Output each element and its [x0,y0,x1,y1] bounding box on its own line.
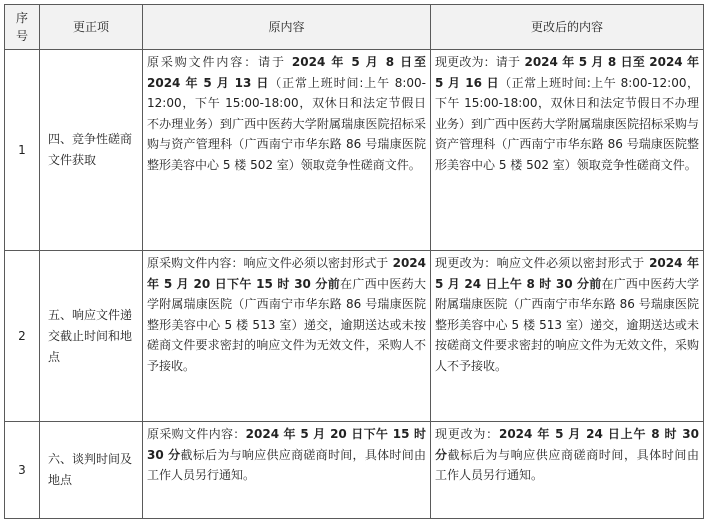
original-bold-date: 2024 年 5 月 20 日下午 15 时 30 分前 [147,256,426,291]
row-item: 六、谈判时间及地点 [40,422,143,519]
original-suffix: （正常上班时间:上午 8:00-12:00，下午 15:00-18:00，双休日和法定节假日不办理业务）到广西中医药大学附属瑞康医院招标采购与资产管理科（广西南宁市华东路 86 号瑞康医院整形美容中心 5 楼 502 室）领取竞争性磋商文件。 [147,75,426,172]
table-row [5,251,704,422]
row-index: 1 [5,50,40,251]
row-item: 四、竞争性磋商文件获取 [40,50,143,251]
original-suffix: 截标后为与响应供应商磋商时间，具体时间由工作人员另行通知。 [147,447,426,483]
row-index: 3 [5,422,40,519]
row-original-content [143,251,431,422]
row-original-content [143,422,431,519]
original-prefix: 原采购文件内容：响应文件必须以密封形式于 [147,256,389,270]
header-index: 序号 [5,5,40,50]
row-changed-content [431,50,704,251]
original-bold-date: 2024 年 5 月 20 日下午 15 时 30 分 [147,427,426,462]
correction-table [4,4,704,519]
original-bold-date: 2024 年 5 月 8 日至 2024 年 5 月 13 日 [147,55,426,90]
changed-suffix: 截标后为与响应供应商磋商时间，具体时间由工作人员另行通知。 [435,447,699,483]
row-item: 五、响应文件递交截止时间和地点 [40,251,143,422]
original-suffix: 在广西中医药大学附属瑞康医院（广西南宁市华东路 86 号瑞康医院整形美容中心 5 楼 513 室）递交，逾期送达或未按磋商文件要求密封的响应文件为无效文件，采购人不予接收。 [147,276,426,373]
row-changed-content [431,251,704,422]
row-original-content [143,50,431,251]
header-item: 更正项 [40,5,143,50]
changed-bold-date: 2024 年 5 月 24 日上午 8 时 30 分 [435,427,699,462]
original-prefix: 原采购文件内容：请于 [147,55,286,69]
original-prefix: 原采购文件内容： [147,427,246,441]
changed-bold-date: 2024 年 5 月 24 日上午 8 时 30 分前 [435,256,699,291]
header-original: 原内容 [143,5,431,50]
changed-bold-date: 2024 年 5 月 8 日至 2024 年 5 月 16 日 [435,55,699,90]
changed-suffix: 在广西中医药大学附属瑞康医院（广西南宁市华东路 86 号瑞康医院整形美容中心 5 楼 513 室）递交，逾期送达或未按磋商文件要求密封的响应文件为无效文件，采购人不予接收。 [435,276,700,373]
table-header-row [5,5,704,50]
changed-suffix: （正常上班时间:上午 8:00-12:00，下午 15:00-18:00，双休日和法定节假日不办理业务）到广西中医药大学附属瑞康医院招标采购与资产管理科（广西南宁市华东路 86 号瑞康医院整形美容中心 5 楼 502 室）领取竞争性磋商文件。 [435,75,700,172]
changed-prefix: 现更改为：请于 [435,55,521,69]
changed-prefix: 现更改为：响应文件必须以密封形式于 [435,256,645,270]
changed-prefix: 现更改为： [435,427,499,441]
row-index: 2 [5,251,40,422]
header-changed: 更改后的内容 [431,5,704,50]
row-changed-content [431,422,704,519]
table-row [5,50,704,251]
table-row [5,422,704,519]
